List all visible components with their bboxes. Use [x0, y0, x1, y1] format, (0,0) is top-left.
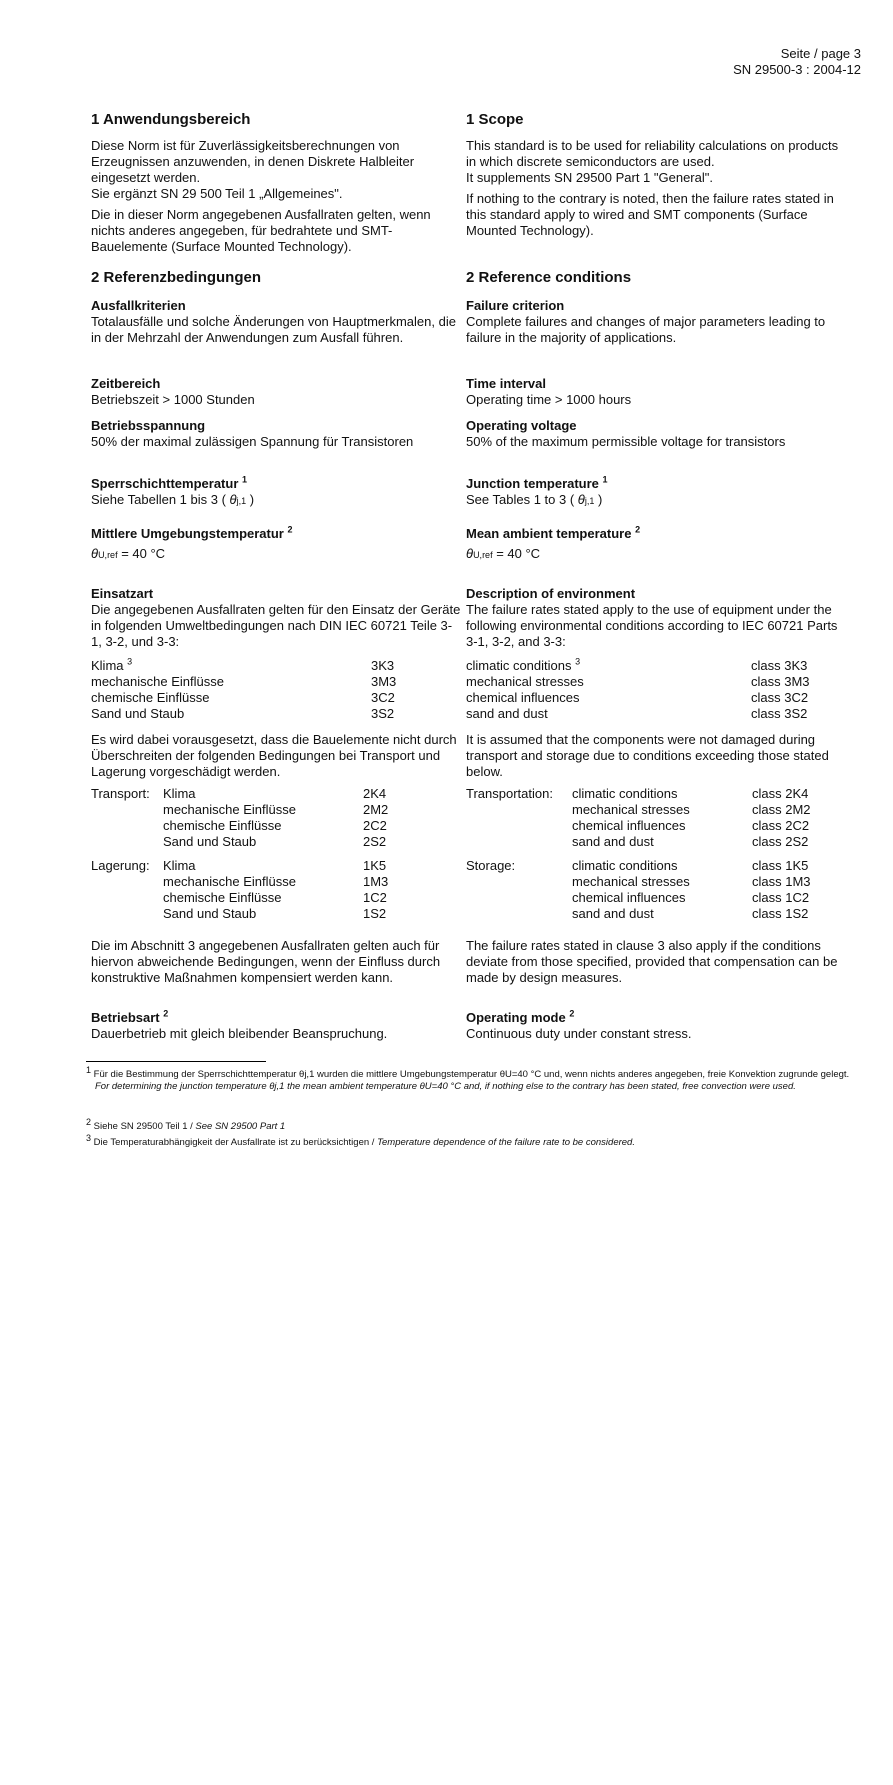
scope-supplement: It supplements SN 29500 Part 1 "General". — [466, 170, 713, 185]
junction-temperature-text: Siehe Tabellen 1 bis 3 ( θj,1 ) — [91, 492, 255, 507]
ambient-temperature-text: θU,ref = 40 °C — [91, 546, 166, 561]
clause-text: The failure rates stated in clause 3 also apply if the conditions deviate from those specified, provided that compensation can be made by design measures. — [466, 938, 838, 985]
footnote-1-english: For determining the junction temperature θj,1 the mean ambient temperature θU=40 °C and, if nothing else to the contrary has been stated, free convection were used. — [95, 1081, 796, 1092]
assumption-text: It is assumed that the components were not damaged during transport and storage due to conditions exceeding those stated below. — [466, 732, 829, 779]
junction-temperature-title: Junction temperature $^1$ — [466, 474, 608, 491]
table-row: Storage: climatic conditions class 1K5 — [466, 858, 809, 873]
table-row: sand and dust class 3S2 — [466, 706, 808, 721]
table-row: chemische Einflüsse 2C2 — [163, 818, 387, 833]
page-number: Seite / page 3 — [780, 46, 861, 61]
footnote-3: $^3$ Die Temperaturabhängigkeit der Ausfallrate ist zu berücksichtigen / Temperature dependence of the failure rate to be considered. — [86, 1132, 635, 1148]
environment-title: Einsatzart — [91, 586, 154, 601]
footnote-divider — [86, 1061, 266, 1062]
table-row: Sand und Staub 1S2 — [163, 906, 387, 921]
failure-criterion-title: Failure criterion — [466, 298, 565, 313]
operating-mode-title: Betriebsart $^2$ — [91, 1008, 169, 1025]
failure-criterion-text: Totalausfälle und solche Änderungen von Hauptmerkmalen, die in der Mehrzahl der Anwendungen zum Ausfall führen. — [91, 314, 456, 345]
environment-title: Description of environment — [466, 586, 636, 601]
table-row: chemical influences class 1C2 — [572, 890, 810, 905]
ambient-temperature-title: Mittlere Umgebungstemperatur $^2$ — [91, 524, 293, 541]
environment-text: Die angegebenen Ausfallraten gelten für den Einsatz der Geräte in folgenden Umweltbedingungen nach DIN IEC 60721 Teile 3-1, 3-2, und 3-3: — [91, 602, 461, 649]
time-interval-title: Zeitbereich — [91, 376, 161, 391]
assumption-text: Es wird dabei vorausgesetzt, dass die Bauelemente nicht durch Überschreiten der folgenden Bedingungen bei Transport und Lagerung vorgeschädigt werden. — [91, 732, 457, 779]
table-row: mechanische Einflüsse 3M3 — [91, 674, 397, 689]
table-row: Lagerung: Klima 1K5 — [91, 858, 387, 873]
clause-text: Die im Abschnitt 3 angegebenen Ausfallraten gelten auch für hiervon abweichende Bedingungen, wenn der Einfluss durch konstruktive Maßnahmen kompensiert werden kann. — [91, 938, 441, 985]
operating-voltage-text: 50% der maximal zulässigen Spannung für Transistoren — [91, 434, 414, 449]
time-interval-text: Operating time > 1000 hours — [466, 392, 632, 407]
table-row: Sand und Staub 3S2 — [91, 706, 395, 721]
operating-voltage-title: Operating voltage — [466, 418, 577, 433]
scope-applicability: Die in dieser Norm angegebenen Ausfallraten gelten, wenn nichts anderes angegeben, für bedrahtete und SMT-Bauelemente (Surface Mounted Technology). — [91, 207, 431, 254]
german-column — [91, 111, 461, 1041]
junction-temperature-text: See Tables 1 to 3 ( θj,1 ) — [466, 492, 603, 507]
table-row: Sand und Staub 2S2 — [163, 834, 387, 849]
time-interval-title: Time interval — [466, 376, 546, 391]
scope-supplement: Sie ergänzt SN 29 500 Teil 1 „Allgemeines". — [91, 186, 343, 201]
table-row: sand and dust class 1S2 — [572, 906, 809, 921]
environment-table — [91, 658, 461, 722]
operating-mode-text: Continuous duty under constant stress. — [466, 1026, 692, 1041]
table-row: chemical influences class 2C2 — [572, 818, 810, 833]
table-row: Transportation: climatic conditions class 2K4 — [466, 786, 809, 801]
scope-paragraph: This standard is to be used for reliability calculations on products in which discrete semiconductors are used. — [466, 138, 839, 169]
operating-mode-text: Dauerbetrieb mit gleich bleibender Beanspruchung. — [91, 1026, 388, 1041]
transport-table — [91, 786, 461, 850]
section-1-title: 1 Anwendungsbereich — [91, 111, 251, 128]
storage-table — [91, 858, 461, 922]
operating-voltage-text: 50% of the maximum permissible voltage for transistors — [466, 434, 786, 449]
section-2-title: 2 Reference conditions — [466, 269, 632, 286]
environment-text: The failure rates stated apply to the use of equipment under the following environmental conditions according to IEC 60721 Parts 3-1, 3-2, and 3-3: — [466, 602, 838, 649]
table-row: chemische Einflüsse 3C2 — [91, 690, 395, 705]
table-row: mechanische Einflüsse 1M3 — [163, 874, 389, 889]
section-1-title: 1 Scope — [466, 111, 524, 128]
document-id: SN 29500-3 : 2004-12 — [733, 62, 861, 77]
table-row: chemical influences class 3C2 — [466, 690, 809, 705]
footnote-1: $^1$ Für die Bestimmung der Sperrschichttemperatur θj,1 wurden die mittlere Umgebungstemperatur θU=40 °C und, wenn nichts anderes angegeben, freie Konvektion zugrunde gelegt. For determining the junction temperature θj,1 the mean ambient temperature θU=40 °C and, if nothing else to the contrary has been stated, free convection were used. — [86, 1069, 856, 1093]
storage-table — [466, 858, 846, 922]
table-row: mechanical stresses class 1M3 — [572, 874, 811, 889]
table-row: climatic conditions $^3$ class 3K3 — [466, 656, 808, 673]
table-row: mechanical stresses class 2M2 — [572, 802, 811, 817]
table-row: Klima $^3$ 3K3 — [91, 656, 395, 673]
ambient-temperature-text: θU,ref = 40 °C — [466, 546, 541, 561]
footnote-2: $^2$ Siehe SN 29500 Teil 1 / See SN 29500 Part 1 — [86, 1116, 286, 1132]
operating-voltage-title: Betriebsspannung — [91, 418, 206, 433]
environment-table — [466, 658, 846, 722]
english-column — [466, 111, 846, 1041]
scope-applicability: If nothing to the contrary is noted, then the failure rates stated in this standard apply to wired and SMT components (Surface Mounted Technology). — [466, 191, 834, 238]
failure-criterion-title: Ausfallkriterien — [91, 298, 186, 313]
table-row: Transport: Klima 2K4 — [91, 786, 387, 801]
time-interval-text: Betriebszeit > 1000 Stunden — [91, 392, 255, 407]
scope-paragraph: Diese Norm ist für Zuverlässigkeitsberechnungen von Erzeugnissen anzuwenden, in denen Diskrete Halbleiter eingesetzt werden. — [91, 138, 415, 185]
table-row: chemische Einflüsse 1C2 — [163, 890, 387, 905]
table-row: mechanische Einflüsse 2M2 — [163, 802, 389, 817]
page-header — [733, 46, 861, 78]
table-row: sand and dust class 2S2 — [572, 834, 809, 849]
ambient-temperature-title: Mean ambient temperature $^2$ — [466, 524, 641, 541]
failure-criterion-text: Complete failures and changes of major parameters leading to failure in the majority of applications. — [466, 314, 826, 345]
junction-temperature-title: Sperrschichttemperatur $^1$ — [91, 474, 248, 491]
section-2-title: 2 Referenzbedingungen — [91, 269, 262, 286]
table-row: mechanical stresses class 3M3 — [466, 674, 810, 689]
transport-table — [466, 786, 846, 850]
footnote-1-german: Für die Bestimmung der Sperrschichttemperatur θj,1 wurden die mittlere Umgebungstemperatur θU=40 °C und, wenn nichts anderes angegeben, freie Konvektion zugrunde gelegt. — [93, 1069, 850, 1080]
operating-mode-title: Operating mode $^2$ — [466, 1008, 575, 1025]
